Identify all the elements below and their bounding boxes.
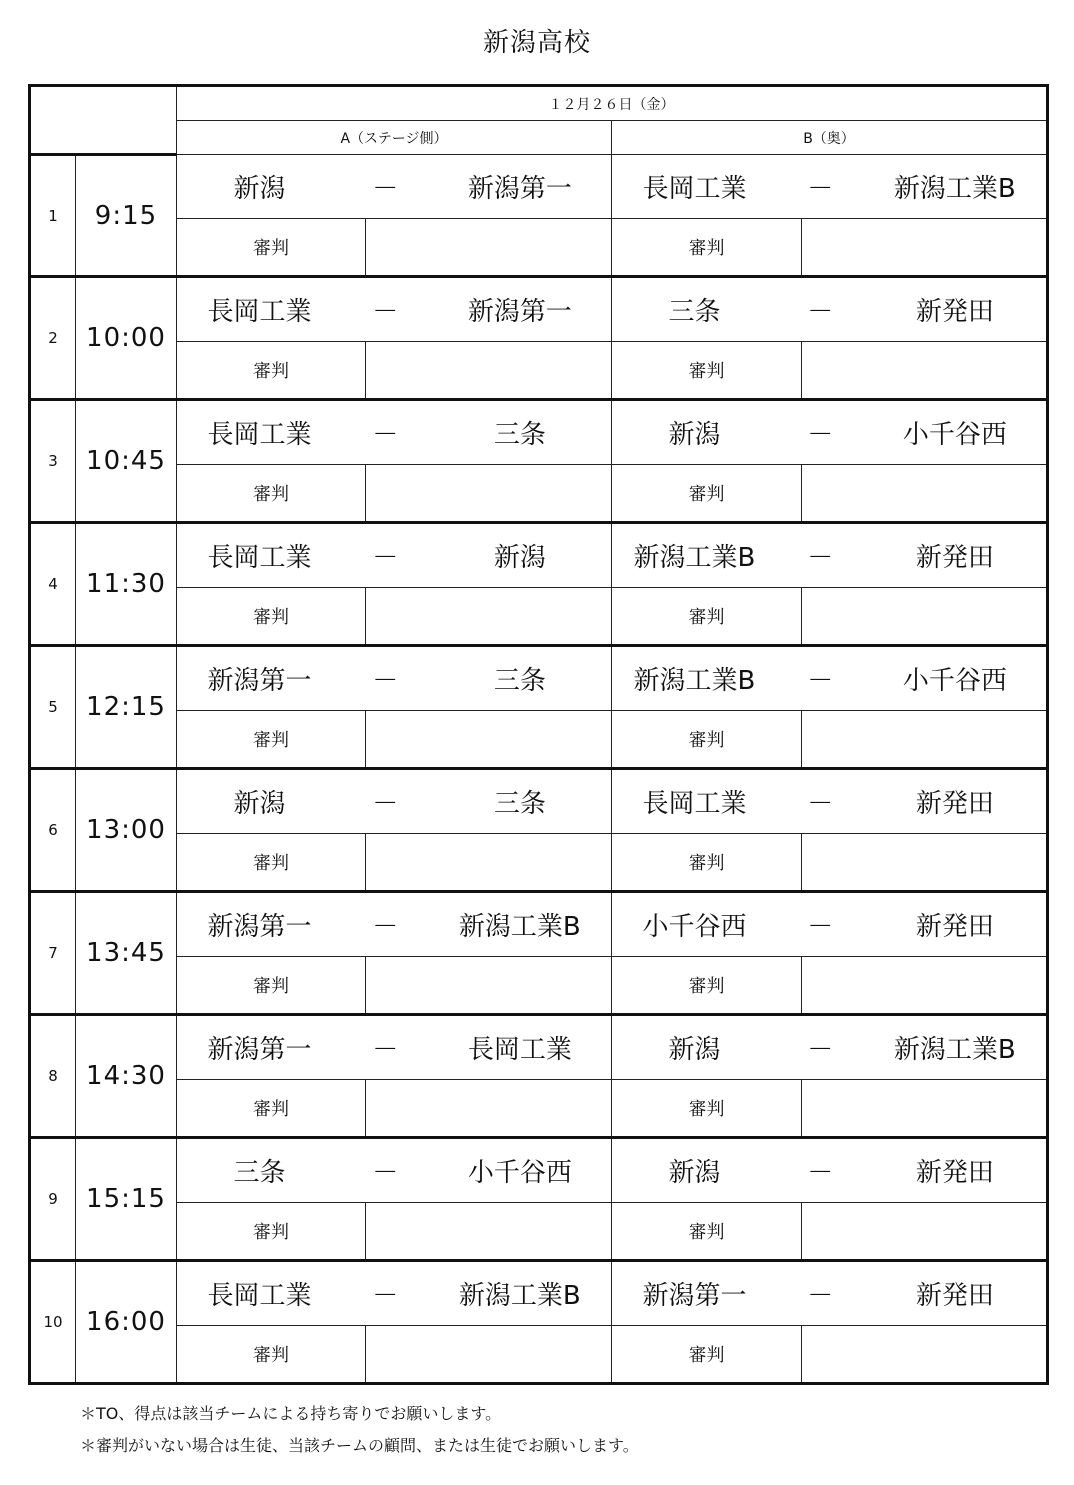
court-b-home-team: 新潟第一	[642, 1281, 747, 1311]
match-row	[30, 400, 1048, 465]
match-number: 10	[30, 1261, 76, 1384]
referee-row	[30, 957, 1048, 1015]
court-a-away-team: 新潟第一	[467, 297, 572, 327]
court-b-away-team: 小千谷西	[902, 420, 1007, 450]
court-b-match	[612, 277, 1048, 342]
court-a-referee-cell	[366, 1203, 612, 1261]
match-row	[30, 1138, 1048, 1203]
court-a-referee-label: 審判	[177, 957, 366, 1015]
court-a-referee-label: 審判	[177, 834, 366, 892]
match-time: 9:15	[76, 155, 177, 277]
court-a-match	[177, 523, 612, 588]
referee-row	[30, 1203, 1048, 1261]
court-b-home-team: 小千谷西	[642, 912, 747, 942]
match-number: 1	[30, 155, 76, 277]
court-b-referee-label: 審判	[612, 342, 802, 400]
match-row	[30, 646, 1048, 711]
court-a-home-team: 長岡工業	[207, 297, 312, 327]
court-b-referee-label: 審判	[612, 588, 802, 646]
match-time: 15:15	[76, 1138, 177, 1261]
court-a-match	[177, 892, 612, 957]
court-a-away-team: 新潟工業B	[458, 1281, 581, 1311]
referee-row	[30, 834, 1048, 892]
court-a-home-team: 新潟	[233, 174, 286, 204]
versus-dash: －	[807, 1035, 834, 1065]
court-a-referee-label: 審判	[177, 219, 366, 277]
versus-dash: －	[807, 1158, 834, 1188]
header-corner	[30, 86, 177, 155]
court-b-home-team: 新潟工業B	[633, 666, 756, 696]
versus-dash: －	[807, 297, 834, 327]
notes	[80, 1398, 639, 1462]
match-row	[30, 1261, 1048, 1326]
court-a-home-team: 三条	[233, 1158, 286, 1188]
court-a-home-team: 長岡工業	[207, 1281, 312, 1311]
court-a-home-team: 新潟第一	[207, 912, 312, 942]
court-b-referee-label: 審判	[612, 711, 802, 769]
court-a-referee-cell	[366, 957, 612, 1015]
match-time: 14:30	[76, 1015, 177, 1138]
note-line: ＊TO、得点は該当チームによる持ち寄りでお願いします。	[80, 1404, 502, 1423]
court-b-referee-cell	[802, 465, 1048, 523]
match-number: 7	[30, 892, 76, 1015]
court-a-home-team: 新潟第一	[207, 1035, 312, 1065]
court-b-away-team: 新発田	[915, 543, 994, 573]
court-b-referee-label: 審判	[612, 219, 802, 277]
match-number: 6	[30, 769, 76, 892]
court-a-match	[177, 646, 612, 711]
court-b-home-team: 長岡工業	[642, 789, 747, 819]
court-a-referee-label: 審判	[177, 1326, 366, 1384]
court-b-referee-cell	[802, 1080, 1048, 1138]
court-b-away-team: 新発田	[915, 1281, 994, 1311]
court-a-referee-cell	[366, 465, 612, 523]
court-b-match	[612, 769, 1048, 834]
court-a-referee-cell	[366, 834, 612, 892]
court-a-match	[177, 155, 612, 219]
court-a-match	[177, 1261, 612, 1326]
court-a-home-team: 長岡工業	[207, 420, 312, 450]
page-title: 新潟高校	[482, 28, 591, 58]
court-a-referee-cell	[366, 588, 612, 646]
referee-row	[30, 465, 1048, 523]
match-number: 8	[30, 1015, 76, 1138]
versus-dash: －	[372, 666, 399, 696]
court-b-referee-label: 審判	[612, 834, 802, 892]
court-a-away-team: 三条	[493, 420, 546, 450]
court-b-home-team: 新潟	[668, 1035, 721, 1065]
court-a-referee-label: 審判	[177, 342, 366, 400]
court-b-home-team: 三条	[668, 297, 721, 327]
match-time: 13:00	[76, 769, 177, 892]
court-b-home-team: 長岡工業	[642, 174, 747, 204]
court-b-referee-cell	[802, 711, 1048, 769]
match-time: 10:00	[76, 277, 177, 400]
header-date: １２月２６日（金）	[177, 86, 1048, 121]
match-time: 13:45	[76, 892, 177, 1015]
court-a-away-team: 三条	[493, 789, 546, 819]
versus-dash: －	[372, 789, 399, 819]
match-number: 4	[30, 523, 76, 646]
court-b-referee-cell	[802, 834, 1048, 892]
match-number: 3	[30, 400, 76, 523]
match-row	[30, 1015, 1048, 1080]
versus-dash: －	[372, 174, 399, 204]
court-a-match	[177, 769, 612, 834]
court-b-referee-cell	[802, 1203, 1048, 1261]
header-row-date	[30, 86, 1048, 121]
court-b-referee-cell	[802, 342, 1048, 400]
court-b-match	[612, 1138, 1048, 1203]
court-b-referee-label: 審判	[612, 1326, 802, 1384]
court-b-referee-cell	[802, 957, 1048, 1015]
court-b-referee-label: 審判	[612, 1080, 802, 1138]
court-b-match	[612, 400, 1048, 465]
match-row	[30, 769, 1048, 834]
court-b-referee-label: 審判	[612, 465, 802, 523]
court-b-referee-cell	[802, 588, 1048, 646]
referee-row	[30, 588, 1048, 646]
court-b-match	[612, 892, 1048, 957]
court-b-away-team: 新潟工業B	[893, 174, 1016, 204]
versus-dash: －	[372, 420, 399, 450]
court-a-match	[177, 400, 612, 465]
court-a-home-team: 新潟	[233, 789, 286, 819]
court-a-referee-cell	[366, 342, 612, 400]
court-b-home-team: 新潟工業B	[633, 543, 756, 573]
court-b-referee-cell	[802, 1326, 1048, 1384]
referee-row	[30, 1326, 1048, 1384]
versus-dash: －	[807, 1281, 834, 1311]
match-row	[30, 523, 1048, 588]
note-line: ＊審判がいない場合は生徒、当該チームの顧問、または生徒でお願いします。	[80, 1436, 639, 1455]
versus-dash: －	[372, 912, 399, 942]
versus-dash: －	[372, 1035, 399, 1065]
court-a-away-team: 新潟第一	[467, 174, 572, 204]
versus-dash: －	[807, 912, 834, 942]
court-a-referee-cell	[366, 1326, 612, 1384]
court-a-referee-label: 審判	[177, 588, 366, 646]
court-a-away-team: 長岡工業	[467, 1035, 572, 1065]
court-a-referee-cell	[366, 711, 612, 769]
referee-row	[30, 1080, 1048, 1138]
versus-dash: －	[807, 174, 834, 204]
court-a-match	[177, 1138, 612, 1203]
match-time: 12:15	[76, 646, 177, 769]
court-b-referee-label: 審判	[612, 957, 802, 1015]
match-row	[30, 892, 1048, 957]
match-number: 9	[30, 1138, 76, 1261]
referee-row	[30, 711, 1048, 769]
match-time: 10:45	[76, 400, 177, 523]
court-b-away-team: 小千谷西	[902, 666, 1007, 696]
versus-dash: －	[372, 543, 399, 573]
court-b-match	[612, 1261, 1048, 1326]
court-a-away-team: 新潟工業B	[458, 912, 581, 942]
court-b-referee-cell	[802, 219, 1048, 277]
court-a-referee-cell	[366, 219, 612, 277]
court-a-home-team: 長岡工業	[207, 543, 312, 573]
court-a-away-team: 新潟	[493, 543, 546, 573]
court-a-match	[177, 277, 612, 342]
schedule-table	[28, 84, 1049, 1385]
court-b-away-team: 新発田	[915, 1158, 994, 1188]
match-time: 11:30	[76, 523, 177, 646]
court-b-away-team: 新潟工業B	[893, 1035, 1016, 1065]
court-b-home-team: 新潟	[668, 420, 721, 450]
court-a-referee-label: 審判	[177, 465, 366, 523]
court-b-away-team: 新発田	[915, 297, 994, 327]
match-row	[30, 277, 1048, 342]
header-row-courts	[30, 121, 1048, 155]
court-a-away-team: 小千谷西	[467, 1158, 572, 1188]
court-b-away-team: 新発田	[915, 789, 994, 819]
court-a-referee-label: 審判	[177, 1203, 366, 1261]
versus-dash: －	[807, 420, 834, 450]
court-b-match	[612, 646, 1048, 711]
versus-dash: －	[372, 1281, 399, 1311]
header-court-a: A（ステージ側）	[177, 121, 612, 155]
court-b-away-team: 新発田	[915, 912, 994, 942]
schedule-body	[30, 86, 1048, 1384]
court-a-referee-label: 審判	[177, 711, 366, 769]
versus-dash: －	[807, 543, 834, 573]
versus-dash: －	[372, 1158, 399, 1188]
versus-dash: －	[372, 297, 399, 327]
court-b-match	[612, 1015, 1048, 1080]
court-a-match	[177, 1015, 612, 1080]
court-a-away-team: 三条	[493, 666, 546, 696]
court-a-referee-label: 審判	[177, 1080, 366, 1138]
court-b-match	[612, 523, 1048, 588]
court-b-home-team: 新潟	[668, 1158, 721, 1188]
referee-row	[30, 219, 1048, 277]
header-court-b: B（奥）	[612, 121, 1048, 155]
match-number: 2	[30, 277, 76, 400]
court-b-match	[612, 155, 1048, 219]
court-a-home-team: 新潟第一	[207, 666, 312, 696]
referee-row	[30, 342, 1048, 400]
versus-dash: －	[807, 666, 834, 696]
court-b-referee-label: 審判	[612, 1203, 802, 1261]
match-number: 5	[30, 646, 76, 769]
court-a-referee-cell	[366, 1080, 612, 1138]
match-time: 16:00	[76, 1261, 177, 1384]
match-row	[30, 155, 1048, 219]
versus-dash: －	[807, 789, 834, 819]
